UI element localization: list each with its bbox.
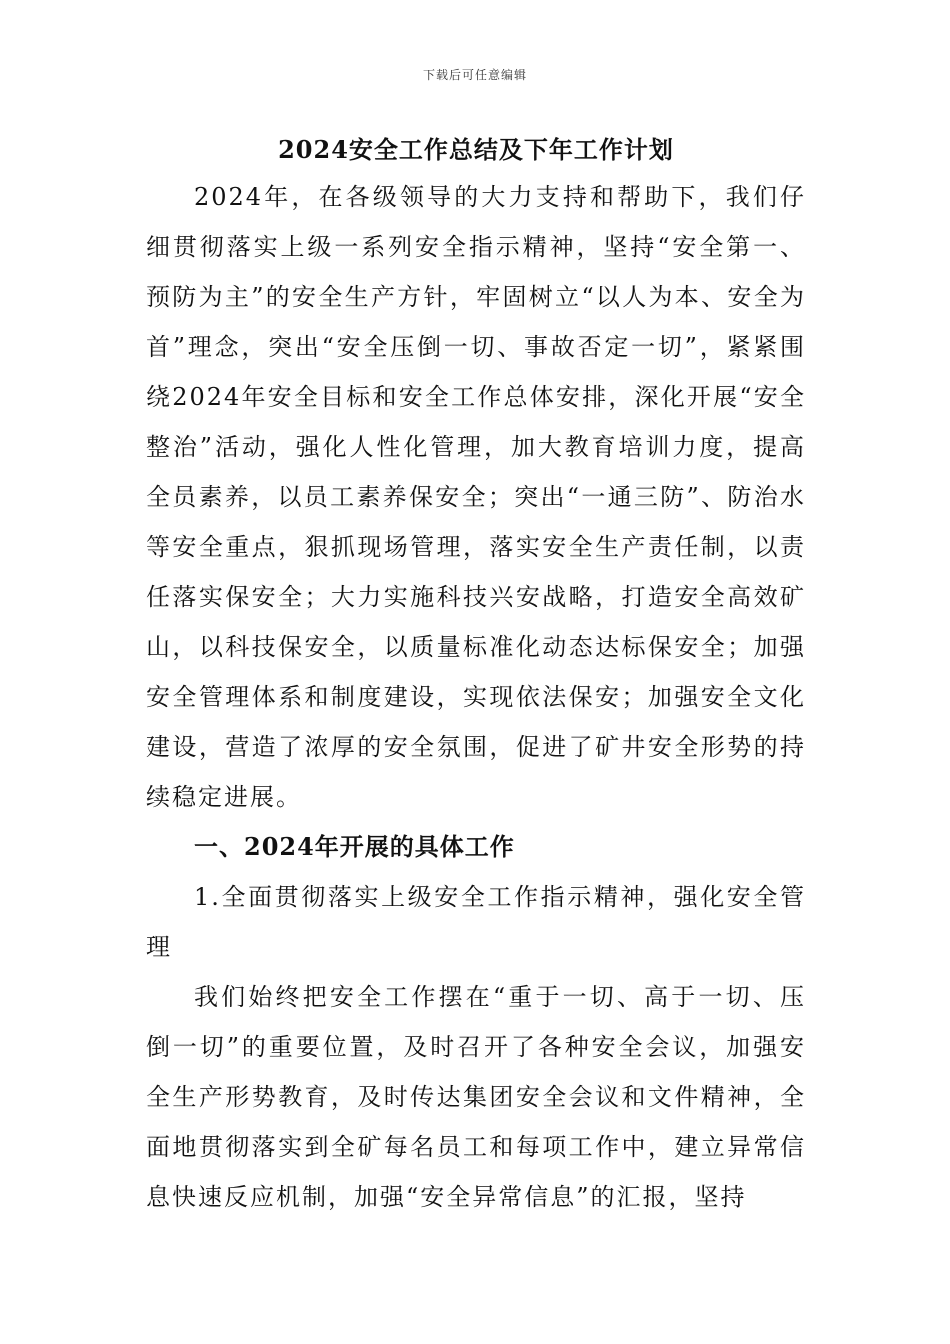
document-body: [146, 128, 806, 1222]
intro-paragraph: 2024年，在各级领导的大力支持和帮助下，我们仔细贯彻落实上级一系列安全指示精神，坚持“安全第一、预防为主”的安全生产方针，牢固树立“以人为本、安全为首”理念，突出“安全压倒一切、事故否定一切”，紧紧围绕2024年安全目标和安全工作总体安排，深化开展“安全整治”活动，强化人性化管理，加大教育培训力度，提高全员素养，以员工素养保安全；突出“一通三防”、防治水等安全重点，狠抓现场管理，落实安全生产责任制，以责任落实保安全；大力实施科技兴安战略，打造安全高效矿山，以科技保安全，以质量标准化动态达标保安全；加强安全管理体系和制度建设，实现依法保安；加强安全文化建设，营造了浓厚的安全氛围，促进了矿井安全形势的持续稳定进展。: [146, 183, 806, 811]
document-title: 2024安全工作总结及下年工作计划: [278, 135, 674, 164]
header-note: 下载后可任意编辑: [422, 68, 527, 82]
section-heading-1: 一、2024年开展的具体工作: [194, 832, 515, 861]
body-paragraph-2: 我们始终把安全工作摆在“重于一切、高于一切、压倒一切”的重要位置，及时召开了各种安全会议，加强安全生产形势教育，及时传达集团安全会议和文件精神，全面地贯彻落实到全矿每名员工和每项工作中，建立异常信息快速反应机制，加强“安全异常信息”的汇报，坚持: [146, 983, 806, 1211]
subsection-heading-1: 1.全面贯彻落实上级安全工作指示精神，强化安全管理: [146, 883, 806, 961]
